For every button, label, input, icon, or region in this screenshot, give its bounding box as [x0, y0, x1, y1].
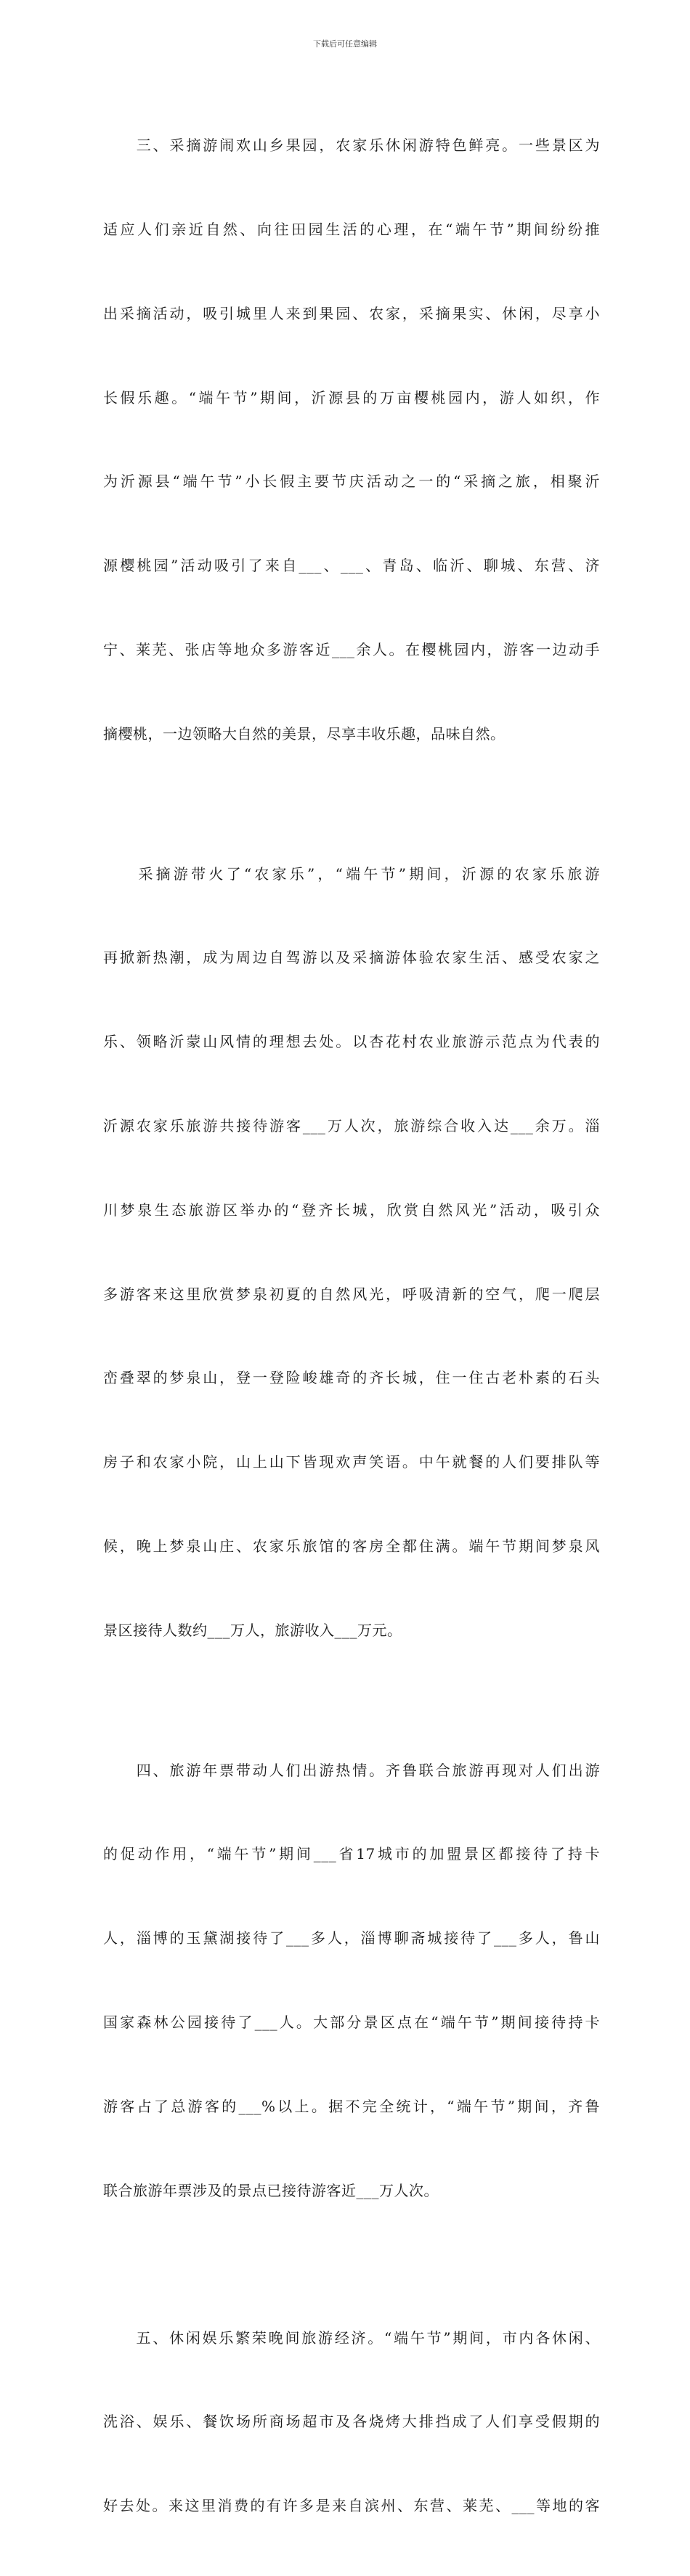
text-line: 出采摘活动，吸引城里人来到果园、农家，采摘果实、休闲，尽享小 [103, 304, 600, 322]
text-line: 摘樱桃，一边领略大自然的美景，尽享丰收乐趣，品味自然。 [103, 724, 506, 743]
text-line: 五、休闲娱乐繁荣晚间旅游经济。“端午节”期间，市内各休闲、 [103, 2328, 600, 2347]
paragraph-farmhouse-tourism [103, 804, 600, 1700]
text-line: 乐、领略沂蒙山风情的理想去处。以杏花村农业旅游示范点为代表的 [103, 1033, 600, 1051]
text-line: 的促动作用，“端午节”期间___省17城市的加盟景区都接待了持卡 [103, 1845, 600, 1863]
text-line: 多游客来这里欣赏梦泉初夏的自然风光，呼吸清新的空气，爬一爬层 [103, 1285, 600, 1303]
document-body [103, 75, 600, 2515]
text-line: 源樱桃园”活动吸引了来自___、___、青岛、临沂、聊城、东营、济 [103, 557, 600, 575]
text-line: 适应人们亲近自然、向往田园生活的心理，在“端午节”期间纷纷推 [103, 220, 600, 238]
text-line: 四、旅游年票带动人们出游热情。齐鲁联合旅游再现对人们出游 [103, 1761, 600, 1779]
paragraph-picking-tourism [103, 75, 600, 804]
text-line: 再掀新热潮，成为周边自驾游以及采摘游体验农家生活、感受农家之 [103, 949, 600, 967]
text-line: 三、采摘游闹欢山乡果园，农家乐休闲游特色鲜亮。一些景区为 [103, 136, 600, 155]
text-line: 宁、莱芜、张店等地众多游客近___余人。在樱桃园内，游客一边动手 [103, 640, 600, 658]
text-line: 为沂源县“端午节”小长假主要节庆活动之一的“采摘之旅，相聚沂 [103, 473, 600, 491]
text-line: 国家森林公园接待了___人。大部分景区点在“端午节”期间接待持卡 [103, 2013, 600, 2031]
text-line: 采摘游带火了“农家乐”，“端午节”期间，沂源的农家乐旅游 [103, 864, 600, 883]
text-line: 峦叠翠的梦泉山，登一登险峻雄奇的齐长城，住一住古老朴素的石头 [103, 1369, 600, 1387]
text-line: 洗浴、娱乐、餐饮场所商场超市及各烧烤大排挡成了人们享受假期的 [103, 2413, 600, 2431]
text-line: 沂源农家乐旅游共接待游客___万人次，旅游综合收入达___余万。淄 [103, 1116, 600, 1134]
text-line: 川梦泉生态旅游区举办的“登齐长城，欣赏自然风光”活动，吸引众 [103, 1201, 600, 1219]
text-line: 长假乐趣。“端午节”期间，沂源县的万亩樱桃园内，游人如织，作 [103, 388, 600, 406]
paragraph-night-economy [103, 2268, 600, 2576]
text-line: 候，晚上梦泉山庄、农家乐旅馆的客房全都住满。端午节期间梦泉风 [103, 1537, 600, 1555]
paragraph-annual-pass [103, 1700, 600, 2260]
text-line: 景区接待人数约___万人，旅游收入___万元。 [103, 1621, 402, 1639]
text-line: 房子和农家小院，山上山下皆现欢声笑语。中午就餐的人们要排队等 [103, 1453, 600, 1471]
page-header: 下载后可任意编辑 [313, 39, 377, 49]
text-line: 联合旅游年票涉及的景点已接待游客近___万人次。 [103, 2181, 439, 2199]
text-line: 游客占了总游客的___%以上。据不完全统计，“端午节”期间，齐鲁 [103, 2097, 600, 2115]
text-line: 好去处。来这里消费的有许多是来自滨州、东营、莱芜、___等地的客 [103, 2497, 600, 2515]
text-line: 人，淄博的玉黛湖接待了___多人，淄博聊斋城接待了___多人，鲁山 [103, 1929, 600, 1947]
